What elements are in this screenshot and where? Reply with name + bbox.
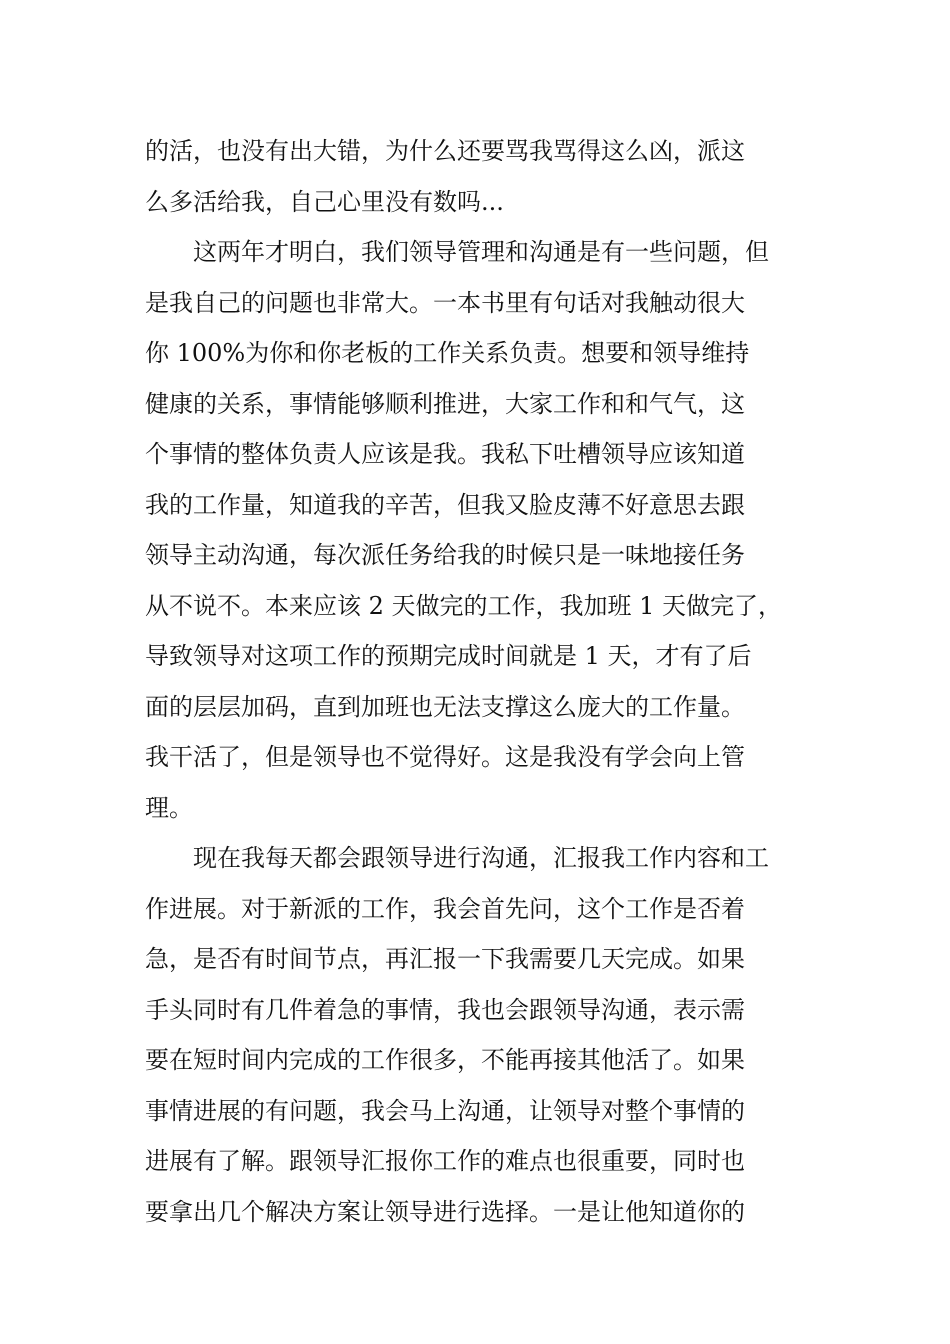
text-line: 么多活给我，自己心里没有数吗...: [145, 187, 504, 216]
text-line: 急，是否有时间节点，再汇报一下我需要几天完成。如果: [145, 945, 745, 973]
text-line: 作进展。对于新派的工作，我会首先问，这个工作是否着: [145, 894, 745, 923]
paragraph-2: [145, 227, 825, 833]
text-line: 导致领导对这项工作的预期完成时间就是 1 天，才有了后: [145, 642, 752, 670]
text-line: 你 100%为你和你老板的工作关系负责。想要和领导维持: [145, 339, 750, 367]
text-line: 现在我每天都会跟领导进行沟通，汇报我工作内容和工: [193, 844, 769, 872]
text-line: 理。: [145, 793, 193, 822]
text-line: 我干活了，但是领导也不觉得好。这是我没有学会向上管: [145, 743, 745, 771]
paragraph-3: [145, 833, 825, 1237]
text-line: 手头同时有几件着急的事情，我也会跟领导沟通，表示需: [145, 995, 745, 1024]
paragraph-1: [145, 126, 825, 227]
text-line: 事情进展的有问题，我会马上沟通，让领导对整个事情的: [145, 1096, 745, 1125]
document-body: [145, 126, 825, 1237]
text-line: 这两年才明白，我们领导管理和沟通是有一些问题，但: [193, 238, 769, 266]
text-line: 的活，也没有出大错，为什么还要骂我骂得这么凶，派这: [145, 137, 745, 165]
text-line: 领导主动沟通，每次派任务给我的时候只是一味地接任务: [145, 541, 745, 569]
text-line: 要在短时间内完成的工作很多，不能再接其他活了。如果: [145, 1046, 745, 1074]
text-line: 从不说不。本来应该 2 天做完的工作，我加班 1 天做完了，: [145, 591, 783, 620]
text-line: 个事情的整体负责人应该是我。我私下吐槽领导应该知道: [145, 440, 745, 468]
text-line: 健康的关系，事情能够顺利推进，大家工作和和气气，这: [145, 389, 745, 418]
text-line: 是我自己的问题也非常大。一本书里有句话对我触动很大: [145, 288, 745, 317]
text-line: 面的层层加码，直到加班也无法支撑这么庞大的工作量。: [145, 692, 745, 721]
text-line: 我的工作量，知道我的辛苦，但我又脸皮薄不好意思去跟: [145, 490, 745, 519]
text-line: 进展有了解。跟领导汇报你工作的难点也很重要，同时也: [145, 1147, 745, 1175]
text-line: 要拿出几个解决方案让领导进行选择。一是让他知道你的: [145, 1197, 745, 1226]
